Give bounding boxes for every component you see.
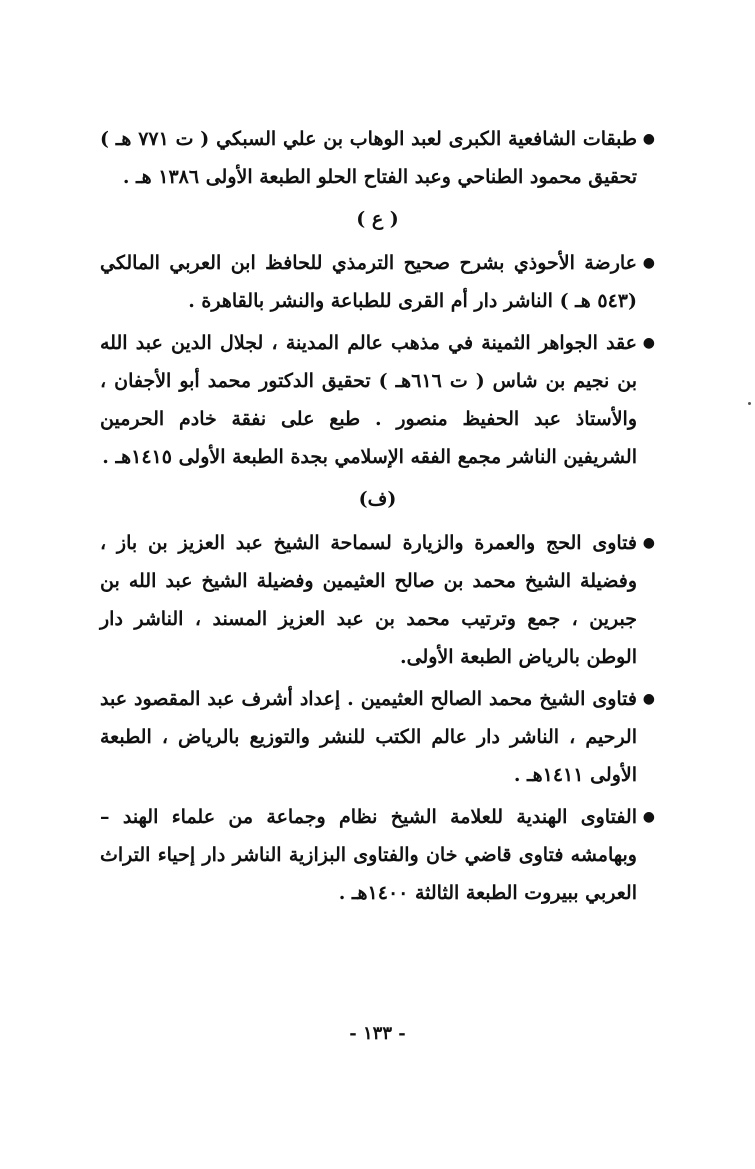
bullet-icon: ● <box>642 535 655 551</box>
entry-text: عارضة الأحوذي بشرح صحيح الترمذي للحافظ ابن العربي المالكي (٥٤٣ هـ ) الناشر دار أم القرى للطباعة والنشر بالقاهرة . <box>100 252 637 312</box>
entry-text: طبقات الشافعية الكبرى لعبد الوهاب بن علي السبكي ( ت ٧٧١ هـ ) تحقيق محمود الطناحي وعبد الفتاح الحلو الطبعة الأولى ١٣٨٦ هـ . <box>100 128 638 188</box>
bullet-icon: ● <box>642 131 655 147</box>
entry-text: عقد الجواهر الثمينة في مذهب عالم المدينة ، لجلال الدين عبد الله بن نجيم بن شاس ( ت ٦١٦هـ ) تحقيق الدكتور محمد أبو الأجفان ، والأستاذ عبد الحفيظ منصور . طبع على نفقة خادم الحرمين الشريفين الناشر مجمع الفقه الإسلامي بجدة الطبعة الأولى ١٤١٥هـ . <box>100 332 637 468</box>
bibliography-entry <box>100 244 655 320</box>
section-heading-fa: (ف) <box>358 488 397 510</box>
scan-dot-mark <box>748 402 751 405</box>
bibliography-list <box>100 120 655 916</box>
entry-text: فتاوى الشيخ محمد الصالح العثيمين . إعداد أشرف عبد المقصود عبد الرحيم ، الناشر دار عالم الكتب للنشر والتوزيع بالرياض ، الطبعة الأولى ١٤١١هـ . <box>100 688 637 786</box>
bullet-icon: ● <box>642 691 655 707</box>
bibliography-entry <box>100 680 655 794</box>
bibliography-entry <box>100 798 655 912</box>
bullet-icon: ● <box>642 255 655 271</box>
bibliography-entry <box>100 120 655 196</box>
bullet-icon: ● <box>642 335 655 351</box>
bullet-icon: ● <box>642 809 655 825</box>
entry-text: الفتاوى الهندية للعلامة الشيخ نظام وجماعة من علماء الهند – وبهامشه فتاوى قاضي خان والفتاوى البزازية الناشر دار إحياء التراث العربي ببيروت الطبعة الثالثة ١٤٠٠هـ . <box>100 806 637 904</box>
section-heading-ain: ( ع ) <box>356 208 399 230</box>
page-number: - ١٣٣ - <box>349 1023 406 1044</box>
bibliography-entry <box>100 324 655 476</box>
bibliography-entry <box>100 524 655 676</box>
entry-text: فتاوى الحج والعمرة والزيارة لسماحة الشيخ عبد العزيز بن باز ، وفضيلة الشيخ محمد بن صالح العثيمين وفضيلة الشيخ عبد الله بن جبرين ، جمع وترتيب محمد بن عبد العزيز المسند ، الناشر دار الوطن بالرياض الطبعة الأولى. <box>100 532 637 668</box>
